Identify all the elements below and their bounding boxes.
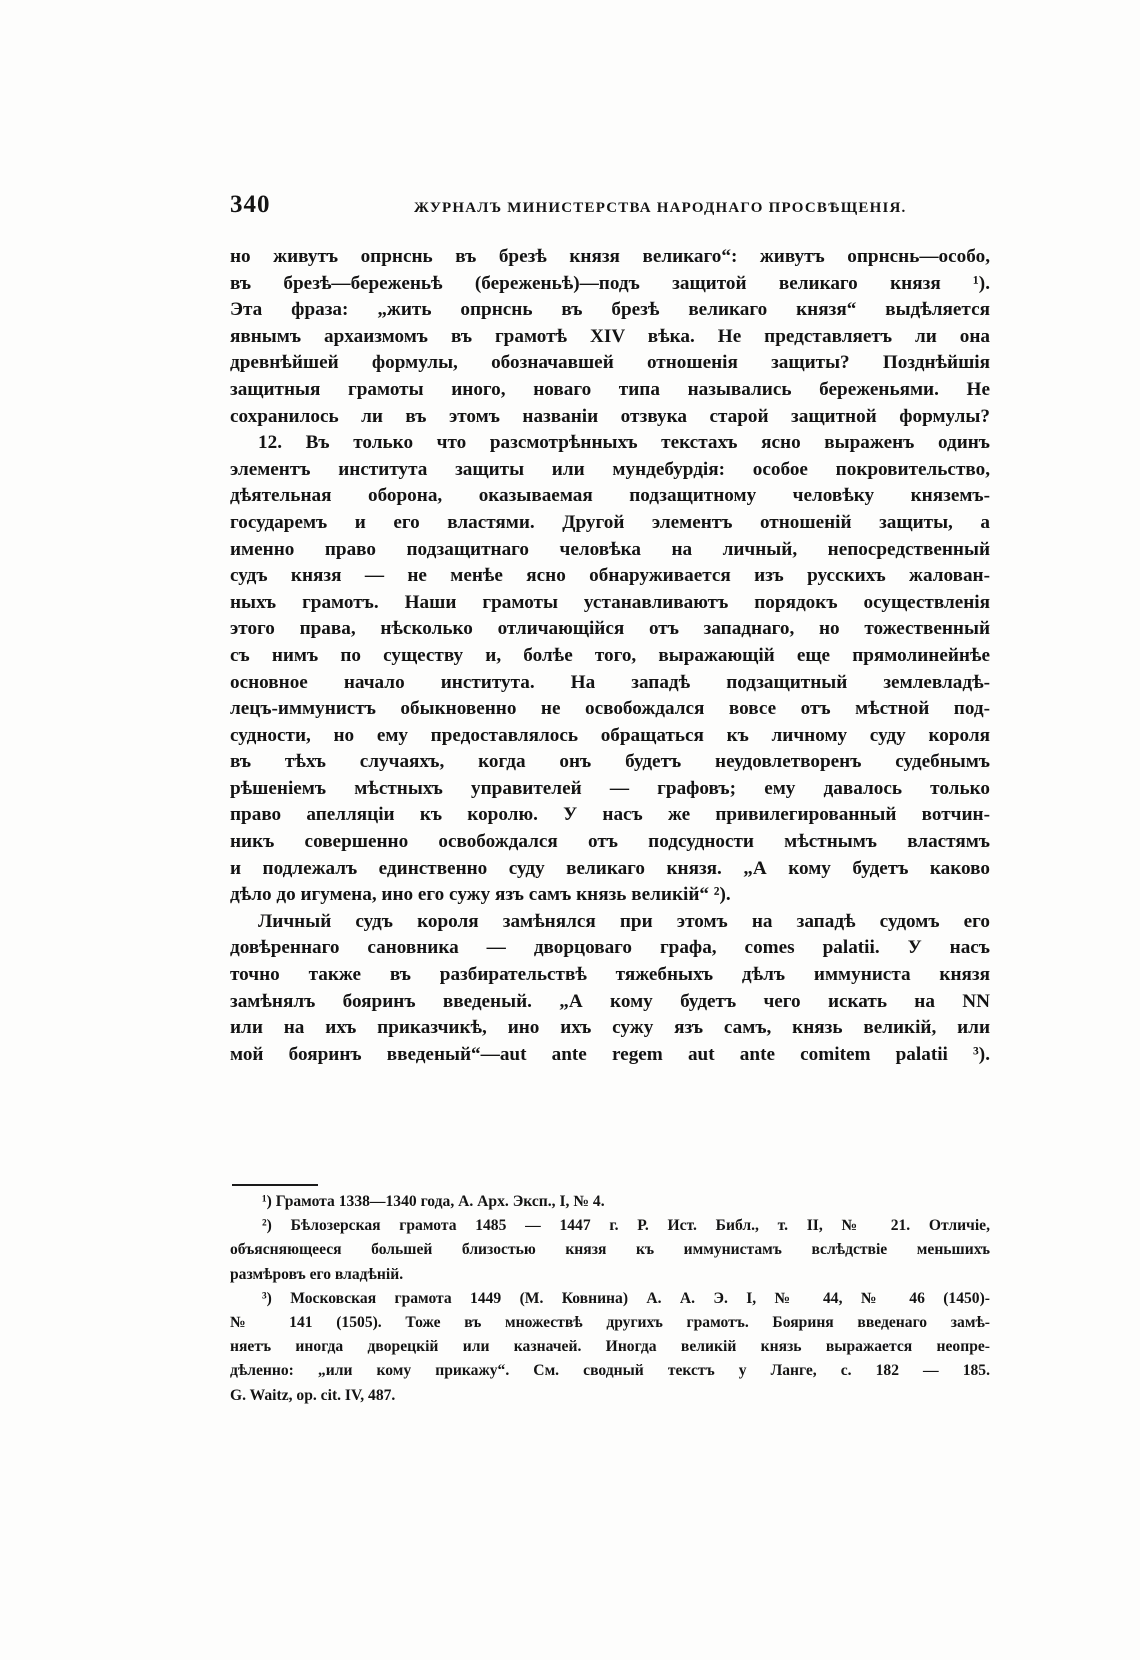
footnote-line: объясняющееся большей близостью князя къ иммунистамъ вслѣдствіе меньшихъ bbox=[230, 1241, 990, 1259]
text-line: точно также въ разбирательствѣ тяжебныхъ дѣлъ иммуниста князя bbox=[230, 964, 990, 986]
text-line: Эта фраза: „жить опрнснь въ брезѣ великаго князя“ выдѣляется bbox=[230, 299, 990, 321]
footnote-line: дѣленно: „или кому прикажу“. См. сводный текстъ у Ланге, с. 182 — 185. bbox=[230, 1362, 990, 1380]
main-text bbox=[230, 244, 990, 1068]
page-header bbox=[230, 191, 990, 225]
text-line: замѣнялъ бояринъ введеный. „А кому будетъ чего искать на NN bbox=[230, 990, 990, 1012]
text-line: судности, но ему предоставлялось обращаться къ личному суду короля bbox=[230, 724, 990, 746]
footnote-line: G. Waitz, op. cit. IV, 487. bbox=[230, 1386, 396, 1404]
text-line: довѣреннаго сановника — дворцоваго графа, comes palatii. У насъ bbox=[230, 937, 990, 959]
text-line: дѣятельная оборона, оказываемая подзащитному человѣку княземъ- bbox=[230, 485, 990, 507]
footnote-line: ¹) Грамота 1338—1340 года, А. Арх. Эксп., I, № 4. bbox=[262, 1193, 605, 1210]
text-line: этого права, нѣсколько отличающійся отъ западнаго, но тожественный bbox=[230, 618, 990, 640]
footnote-line: размѣровъ его владѣній. bbox=[230, 1265, 404, 1283]
text-line: элементъ института защиты или мундебурдія: особое покровительство, bbox=[230, 458, 990, 480]
text-line: въ тѣхъ случаяхъ, когда онъ будетъ неудовлетворенъ судебнымъ bbox=[230, 751, 990, 773]
footnote-line: ²) Бѣлозерская грамота 1485 — 1447 г. Р. Ист. Библ., т. II, № 21. Отличіе, bbox=[262, 1217, 990, 1235]
text-line: но живутъ опрнснь въ брезѣ князя великаго“: живутъ опрнснь—особо, bbox=[230, 246, 990, 267]
text-line: никъ совершенно освобождался отъ подсудности мѣстнымъ властямъ bbox=[230, 831, 990, 853]
text-line: явнымъ архаизмомъ въ грамотѣ XIV вѣка. Не представляетъ ли она bbox=[230, 325, 990, 347]
text-line: съ нимъ по существу и, болѣе того, выражающій еще прямолинейнѣе bbox=[230, 644, 990, 666]
paragraph-start-line: 12. Въ только что разсмотрѣнныхъ текстахъ ясно выраженъ одинъ bbox=[258, 432, 990, 454]
text-line: сохранилось ли въ этомъ названіи отзвука старой защитной формулы? bbox=[230, 405, 990, 427]
footnote-divider bbox=[232, 1184, 318, 1186]
text-line: судъ князя — не менѣе ясно обнаруживается изъ русскихъ жалован- bbox=[230, 565, 990, 587]
text-line: или на ихъ приказчикѣ, ино ихъ сужу язъ самъ, князь великій, или bbox=[230, 1017, 990, 1039]
text-line: защитныя грамоты иного, новаго типа назывались береженьями. Не bbox=[230, 378, 990, 400]
text-line: дѣло до игумена, ино его сужу язъ самъ князь великій“ ²). bbox=[230, 884, 731, 906]
text-line: государемъ и его властями. Другой элементъ отношеній защиты, а bbox=[230, 511, 990, 533]
running-head: ЖУРНАЛЪ МИНИСТЕРСТВА НАРОДНАГО ПРОСВѢЩЕНІЯ. bbox=[414, 200, 907, 216]
page-number: 340 bbox=[230, 191, 271, 218]
text-line: право апелляціи къ королю. У насъ же привилегированный вотчин- bbox=[230, 804, 990, 826]
text-line: лецъ-иммунистъ обыкновенно не освобождался вовсе отъ мѣстной под- bbox=[230, 698, 990, 720]
text-line: рѣшеніемъ мѣстныхъ управителей — графовъ; ему давалось только bbox=[230, 777, 990, 799]
text-line: древнѣйшей формулы, обозначавшей отношенія защиты? Позднѣйшія bbox=[230, 352, 990, 374]
text-line: мой бояринъ введеный“—aut ante regem aut ante comitem palatii ³). bbox=[230, 1043, 990, 1065]
footnote-line: ³) Московская грамота 1449 (М. Ковнина) А. А. Э. I, № 44, № 46 (1450)- bbox=[262, 1289, 990, 1307]
text-line: именно право подзащитнаго человѣка на личный, непосредственный bbox=[230, 538, 990, 560]
footnote-line: № 141 (1505). Тоже въ множествѣ другихъ грамотъ. Бояриня введенаго замѣ- bbox=[230, 1314, 990, 1332]
text-line: ныхъ грамотъ. Наши грамоты устанавливаютъ порядокъ осуществленія bbox=[230, 591, 990, 613]
footnote-line: няетъ иногда дворецкій или казначей. Иногда великій князь выражается неопре- bbox=[230, 1338, 990, 1356]
paragraph-start-line: Личный судъ короля замѣнялся при этомъ на западѣ судомъ его bbox=[258, 910, 990, 932]
text-line: основное начало института. На западѣ подзащитный землевладѣ- bbox=[230, 671, 990, 693]
text-line: и подлежалъ единственно суду великаго князя. „А кому будетъ каково bbox=[230, 857, 990, 879]
footnotes bbox=[230, 1190, 990, 1408]
text-line: въ брезѣ—береженьѣ (береженьѣ)—подъ защитой великаго князя ¹). bbox=[230, 272, 990, 294]
